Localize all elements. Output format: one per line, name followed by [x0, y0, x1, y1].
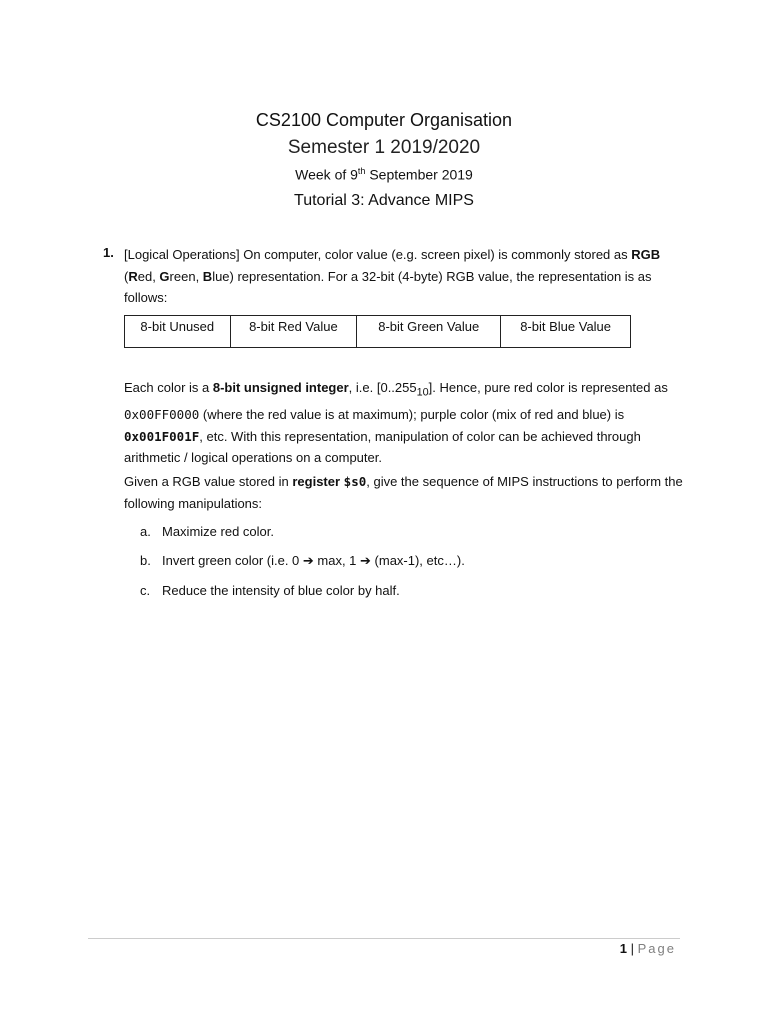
table-cell-red: 8-bit Red Value: [230, 316, 357, 348]
table-cell-unused: 8-bit Unused: [125, 316, 231, 348]
table-cell-green: 8-bit Green Value: [357, 316, 501, 348]
subpart-a: a. Maximize red color.: [140, 524, 274, 539]
tutorial-label: Tutorial 3: Advance MIPS: [294, 192, 474, 209]
course-title: CS2100 Computer Organisation: [255, 110, 513, 130]
table-row: [125, 316, 631, 348]
page-footer: 1 | Page: [619, 941, 676, 956]
question-intro: [Logical Operations] On computer, color value (e.g. screen pixel) is commonly stored as RGB (Red, Green, Blue) representation. For a 32-bit (4-byte) RGB value, the representation is as follows:: [124, 247, 661, 305]
page-word: Page: [637, 941, 676, 956]
red-code: 0x00FF0000: [124, 407, 200, 423]
footer-divider: [88, 938, 680, 939]
register-code: $s0: [343, 474, 367, 489]
page-number: 1: [619, 941, 628, 956]
rgb-layout-table: [124, 315, 631, 348]
color-explanation-paragraph: Each color is a 8-bit unsigned integer, i.e. $[0..255_{10}]$. Hence, pure red color is represented as 0x00FF0000 (where the red value is at maximum); purple color (mix of red and blue) is 0x001F001F, etc. With this representation, manipulation of color can be achieved through arithmetic / logical operations on a computer.: [124, 380, 668, 466]
table-cell-blue: 8-bit Blue Value: [501, 316, 631, 348]
question-number: 1.: [103, 245, 114, 260]
instruction-paragraph: Given a RGB value stored in register $s0, give the sequence of MIPS instructions to perform the following manipulations:: [124, 474, 683, 511]
semester-label: Semester 1 2019/2020: [287, 137, 481, 158]
week-label: Week of 9th September 2019: [295, 166, 473, 183]
purple-code: 0x001F001F: [124, 428, 200, 444]
tutorial-name: Advance MIPS: [368, 192, 474, 209]
subpart-c: c. Reduce the intensity of blue color by half.: [140, 583, 400, 598]
subpart-b: b. Invert green color (i.e. 0 ➔ max, 1 ➔ (max-1), etc…).: [140, 553, 465, 568]
